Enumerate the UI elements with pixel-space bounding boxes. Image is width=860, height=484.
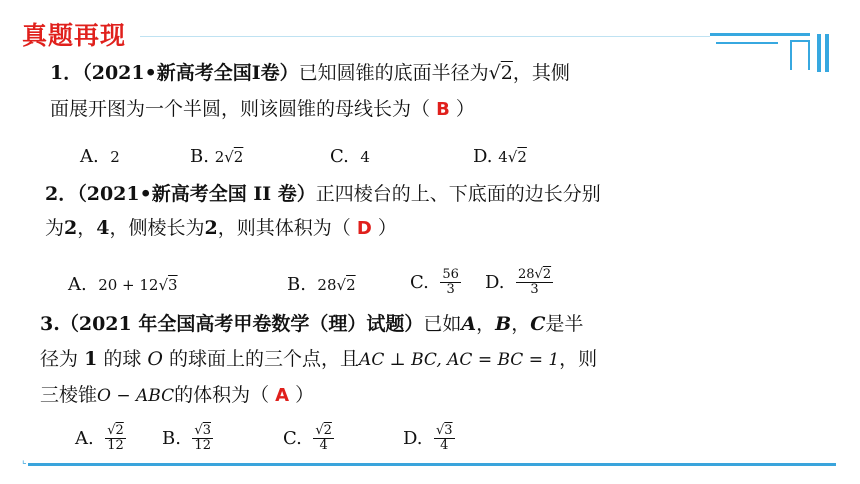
- q3-line2: 径为 1 的球 O 的球面上的三个点，且AC ⊥ BC, AC = BC = 1，则: [40, 348, 598, 370]
- q1-text: 已知圆锥的底面半径为: [298, 62, 489, 84]
- q2-source: ．（2021•新高考全国 II 卷）: [58, 183, 316, 205]
- q2-number: 2: [45, 183, 59, 205]
- header-deco-bar: [825, 34, 829, 72]
- q3-line3: 三棱锥O − ABC的体积为（ A ）: [40, 384, 315, 406]
- q3-condition: AC ⊥ BC, AC = BC = 1: [359, 350, 560, 370]
- header-deco-bracket: [790, 40, 810, 70]
- q2-option-a: A. 20 + 12√3: [68, 274, 178, 295]
- q2-option-d: D. $\frac{28√2}{3}$: [485, 267, 552, 298]
- footer-rule: [28, 463, 836, 466]
- q1-paren-close: ）: [455, 98, 475, 120]
- q1-option-d: D. 4√2: [473, 146, 527, 167]
- q1-option-a: A. 2: [80, 146, 120, 167]
- q2-text: 正四棱台的上、下底面的边长分别: [315, 183, 601, 205]
- q3-answer: A: [275, 385, 290, 406]
- q3-option-b: B. $\frac{√3}{12}$: [162, 423, 211, 454]
- q3-source: .（2021 年全国高考甲卷数学（理）试题）: [53, 313, 424, 335]
- q2-option-c: C. $\frac{56}{3}$: [410, 267, 459, 298]
- q1-number: 1: [50, 62, 64, 84]
- q2-line2: 为2，4，侧棱长为2，则其体积为（ D ）: [45, 217, 397, 239]
- header-deco-bar: [817, 34, 821, 72]
- header-deco-line: [710, 33, 810, 36]
- corner-mark-icon: ⌞: [22, 455, 27, 466]
- q1-line2: [50, 100, 475, 119]
- q3-option-c: C. $\frac{√2}{4}$: [283, 423, 332, 454]
- header-deco-line-short: [716, 42, 778, 44]
- q3-number: 3: [40, 313, 54, 335]
- q3-option-a: A. $\frac{√2}{12}$: [75, 423, 124, 454]
- q2-answer: D: [356, 218, 372, 239]
- q3-line1: 3.（2021 年全国高考甲卷数学（理）试题）已如A，B，C是半: [40, 313, 584, 335]
- q1-text-2: 面展开图为一个半圆，则该圆锥的母线长为（: [50, 98, 431, 120]
- header-rule: [140, 36, 710, 37]
- q1-answer: B: [436, 99, 450, 120]
- q1-line1: [50, 64, 570, 83]
- section-title: 真题再现: [22, 21, 127, 50]
- q1-option-b: B. 2√2: [190, 146, 244, 167]
- q2-option-b: B. 28√2: [287, 274, 356, 295]
- q1-radius: √2: [488, 62, 513, 84]
- q2-line1: [45, 185, 601, 204]
- q3-option-d: D. $\frac{√3}{4}$: [403, 423, 453, 454]
- q1-text-end: ，其侧: [512, 62, 570, 84]
- q1-source: ．（2021•新高考全国Ⅰ卷）: [63, 62, 299, 84]
- q1-option-c: C. 4: [330, 146, 370, 167]
